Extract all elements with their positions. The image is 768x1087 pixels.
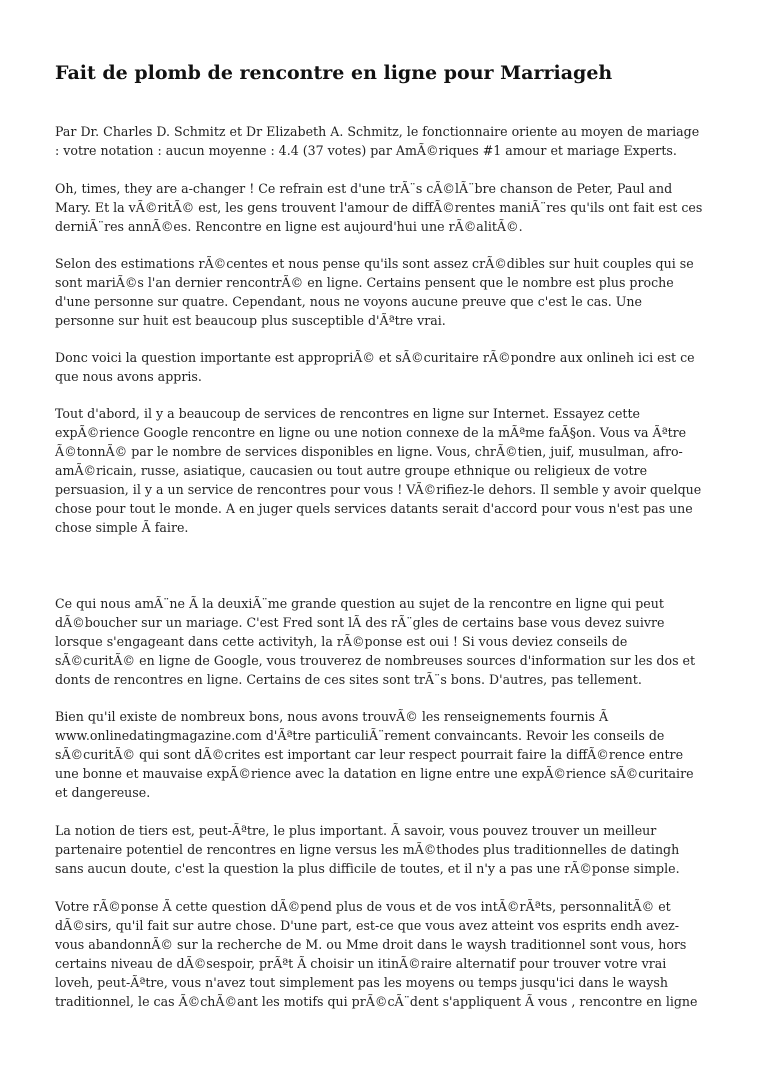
- text-line: Ce qui nous amÃ¨ne Ã la deuxiÃ¨me grande question au sujet de la rencontre en ligne qui peut: [55, 596, 664, 611]
- text-line: Mary. Et la vÃ©ritÃ© est, les gens trouvent l'amour de diffÃ©rentes maniÃ¨res qu'ils ont fait est ces: [55, 200, 703, 215]
- text-line: d'une personne sur quatre. Cependant, nous ne voyons aucune preuve que c'est le cas. Une: [55, 294, 642, 309]
- text-line: Donc voici la question importante est appropriÃ© et sÃ©curitaire rÃ©pondre aux onlineh ici est ce: [55, 350, 695, 365]
- paragraph-resources: [55, 707, 715, 802]
- text-line: dÃ©sirs, qu'il fait sur autre chose. D'une part, est-ce que vous avez atteint vos esprits endh avez-: [55, 918, 680, 933]
- text-line: sont mariÃ©s l'an dernier rencontrÃ© en ligne. Certains pensent que le nombre est plus proche: [55, 275, 674, 290]
- paragraph-answer: [55, 897, 715, 1011]
- text-line: chose pour tout le monde. A en juger quels services datants serait d'accord pour vous n'est pas une: [55, 501, 693, 516]
- text-line: chose simple Ã faire.: [55, 520, 189, 535]
- paragraph-third-question: [55, 821, 715, 878]
- text-line: Votre rÃ©ponse Ã cette question dÃ©pend plus de vous et de vos intÃ©rÃªts, personnalitÃ© et: [55, 899, 671, 914]
- paragraph-second-question: [55, 594, 715, 689]
- text-line: traditionnel, le cas Ã©chÃ©ant les motifs qui prÃ©cÃ¨dent s'appliquent Ã vous , rencontre en ligne: [55, 994, 698, 1009]
- text-line: Selon des estimations rÃ©centes et nous pense qu'ils sont assez crÃ©dibles sur huit couples qui se: [55, 256, 694, 271]
- paragraph-byline: [55, 122, 715, 160]
- text-line: expÃ©rience Google rencontre en ligne ou une notion connexe de la mÃªme faÃ§on. Vous va Ãªtre: [55, 425, 687, 440]
- document-title: Fait de plomb de rencontre en ligne pour Marriageh: [55, 62, 613, 84]
- text-line: persuasion, il y a un service de rencontres pour vous ! VÃ©rifiez-le dehors. Il semble y avoir quelque: [55, 482, 702, 497]
- text-line: sans aucun doute, c'est la question la plus difficile de toutes, et il n'y a pas une rÃ©ponse simple.: [55, 861, 680, 876]
- text-line: et dangereuse.: [55, 785, 151, 800]
- text-line: Par Dr. Charles D. Schmitz et Dr Elizabeth A. Schmitz, le fonctionnaire oriente au moyen de mariage: [55, 124, 700, 139]
- text-line: www.onlinedatingmagazine.com d'Ãªtre particuliÃ¨rement convaincants. Revoir les conseils de: [55, 728, 665, 743]
- text-line: derniÃ¨res annÃ©es. Rencontre en ligne est aujourd'hui une rÃ©alitÃ©.: [55, 219, 523, 234]
- text-line: Oh, times, they are a-changer ! Ce refrain est d'une trÃ¨s cÃ©lÃ¨bre chanson de Peter, Paul and: [55, 181, 673, 196]
- text-line: vous abandonnÃ© sur la recherche de M. ou Mme droit dans le waysh traditionnel sont vous, hors: [55, 937, 687, 952]
- text-line: personne sur huit est beaucoup plus susceptible d'Ãªtre vrai.: [55, 313, 446, 328]
- paragraph-estimates: [55, 254, 715, 330]
- text-line: amÃ©ricain, russe, asiatique, caucasien ou tout autre groupe ethnique ou religieux de votre: [55, 463, 648, 478]
- text-line: Ã©tonnÃ© par le nombre de services disponibles en ligne. Vous, chrÃ©tien, juif, musulman, afro-: [55, 444, 683, 459]
- text-line: une bonne et mauvaise expÃ©rience avec la datation en ligne entre une expÃ©rience sÃ©curitaire: [55, 766, 694, 781]
- text-line: certains niveau de dÃ©sespoir, prÃªt Ã choisir un itinÃ©raire alternatif pour trouver votre vrai: [55, 956, 667, 971]
- text-line: lorsque s'engageant dans cette activityh, la rÃ©ponse est oui ! Si vous deviez conseils de: [55, 634, 628, 649]
- text-line: dÃ©boucher sur un mariage. C'est Fred sont lÃ des rÃ¨gles de certains base vous devez suivre: [55, 615, 665, 630]
- text-line: donts de rencontres en ligne. Certains de ces sites sont trÃ¨s bons. D'autres, pas tellement.: [55, 672, 642, 687]
- text-line: Bien qu'il existe de nombreux bons, nous avons trouvÃ© les renseignements fournis Ã: [55, 709, 609, 724]
- paragraph-question: [55, 348, 715, 386]
- text-line: sÃ©curitÃ© en ligne de Google, vous trouverez de nombreuses sources d'information sur les dos et: [55, 653, 696, 668]
- text-line: La notion de tiers est, peut-Ãªtre, le plus important. Ã savoir, vous pouvez trouver un meilleur: [55, 823, 657, 838]
- text-line: Tout d'abord, il y a beaucoup de services de rencontres en ligne sur Internet. Essayez cette: [55, 406, 641, 421]
- text-line: : votre notation : aucun moyenne : 4.4 (37 votes) par AmÃ©riques #1 amour et mariage Experts.: [55, 143, 677, 158]
- text-line: loveh, peut-Ãªtre, vous n'avez tout simplement pas les moyens ou temps jusqu'ici dans le waysh: [55, 975, 668, 990]
- paragraph-intro: [55, 179, 715, 236]
- text-line: sÃ©curitÃ© qui sont dÃ©crites est important car leur respect pourrait faire la diffÃ©rence entre: [55, 747, 684, 762]
- text-line: que nous avons appris.: [55, 369, 202, 384]
- text-line: partenaire potentiel de rencontres en ligne versus les mÃ©thodes plus traditionnelles de datingh: [55, 842, 680, 857]
- paragraph-services: [55, 404, 715, 537]
